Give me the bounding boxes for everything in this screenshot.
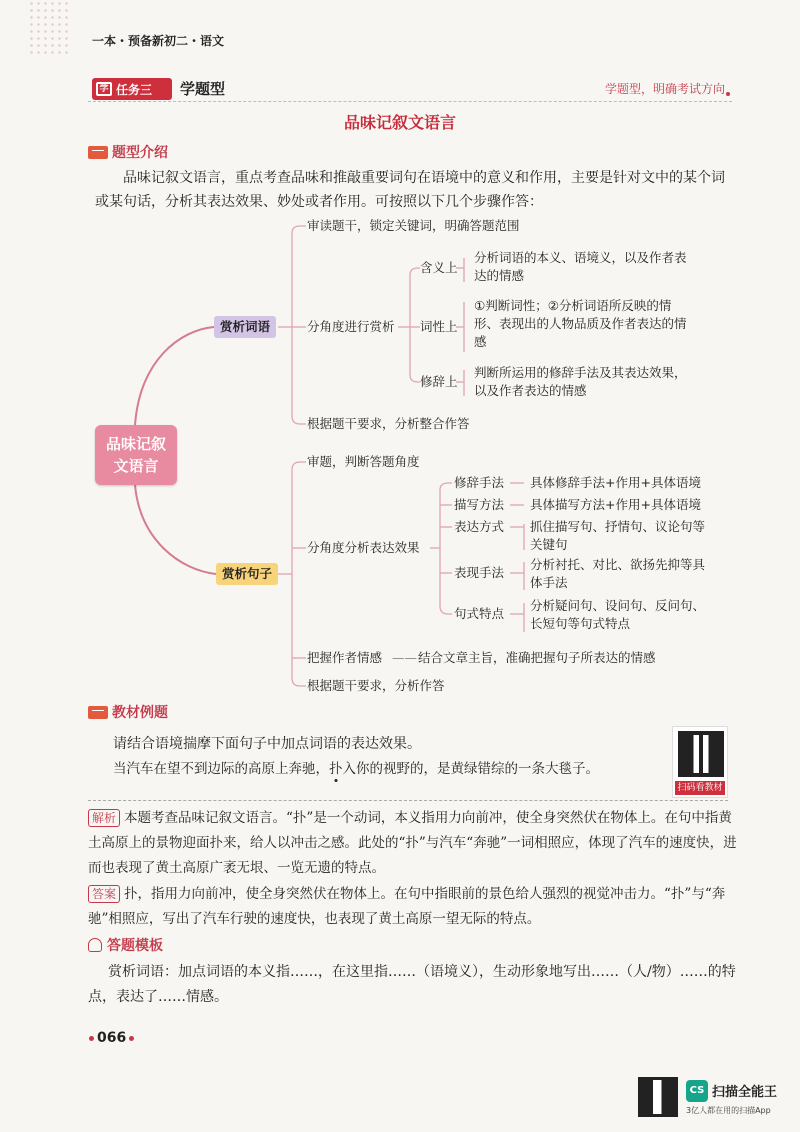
qr-code-icon (678, 731, 724, 777)
b1-step1: 审读题干，锁定关键词，明确答题范围 (307, 218, 520, 233)
b2-step4: 根据题干要求，分析作答 (307, 678, 445, 693)
analysis-text: 本题考查品味记叙文语言。“扑”是一个动词，本义指用力向前冲，使全身突然伏在物体上。在句中指黄土高原上的景物迎面扑来，给人以冲击之感。此处的“扑”与汽车“奔驰”一词相照应，体现了汽车的速度快，进而也表现了黄土高原广袤无垠、一览无遗的特点。 (88, 810, 737, 876)
page-title: 品味记叙文语言 (343, 113, 456, 132)
b2-sub-technique-text: 分析衬托、对比、欲扬先抑等具体手法 (530, 557, 706, 590)
b2-sub-sentence-text: 分析疑问句、设问句、反问句、长短句等句式特点 (530, 598, 706, 631)
page-number-value: 066 (97, 1030, 127, 1046)
b2-sub-description-text: 具体描写方法+作用+具体语境 (530, 497, 701, 512)
task-title: 学题型 (180, 80, 226, 98)
section-icon (88, 706, 108, 719)
scanner-subtitle: 3亿人都在用的扫描App (686, 1106, 771, 1115)
answer-tag: 答案 (88, 885, 120, 903)
sentence-before: 当汽车在望不到边际的高原上奔驰， (113, 761, 329, 777)
b1-sub-rhetoric-label: 修辞上 (420, 374, 458, 389)
page-dot-left (89, 1036, 94, 1041)
sentence-after: 入你的视野的，是黄绿错综的一条大毯子。 (342, 761, 599, 777)
analysis-block (88, 806, 740, 881)
b1-step3: 根据题干要求，分析整合作答 (307, 416, 470, 431)
analysis-tag: 解析 (88, 809, 120, 827)
b2-sub-sentence-label: 句式特点 (454, 606, 505, 621)
branch-sentence-appreciation: 赏析句子 (216, 563, 278, 585)
scanner-qr-icon (638, 1077, 678, 1117)
example-sentence (113, 757, 599, 777)
b2-step2: 分角度分析表达效果 (307, 540, 420, 555)
root-line-1: 品味记叙 (105, 435, 166, 453)
task-badge-label: 任务三 (116, 82, 153, 97)
example-question: 请结合语境揣摩下面句子中加点词语的表达效果。 (113, 736, 421, 752)
b2-step3-text: 结合文章主旨，准确把握句子所表达的情感 (418, 650, 656, 665)
b2-sub-expression-label: 表达方式 (454, 519, 505, 534)
template-heading-label: 答题模板 (107, 938, 163, 954)
template-heading (88, 935, 163, 955)
mindmap-root-node (95, 425, 177, 485)
qr-code-textbook[interactable] (672, 726, 728, 798)
section-intro-label: 题型介绍 (112, 145, 168, 161)
b2-sub-rhetoric-label: 修辞手法 (454, 475, 505, 490)
b2-sub-description-label: 描写方法 (454, 497, 505, 512)
page-dot-right (129, 1036, 134, 1041)
header-tagline: 学题型，明确考试方向 (604, 82, 725, 96)
b2-step3-dash: —— (392, 650, 417, 665)
book-icon: 学 (96, 82, 112, 96)
b1-sub-meaning-label: 含义上 (420, 260, 458, 275)
camscanner-logo-icon: CS (686, 1080, 708, 1102)
b2-sub-rhetoric-text: 具体修辞手法+作用+具体语境 (530, 475, 701, 490)
qr-label: 扫码看教材 (675, 781, 725, 795)
answer-block (88, 882, 740, 932)
b2-sub-expression-text: 抓住描写句、抒情句、议论句等关键句 (530, 519, 706, 552)
dotted-word: 扑 (329, 761, 343, 777)
section-example-label: 教材例题 (112, 705, 168, 721)
intro-paragraph: 品味记叙文语言，重点考查品味和推敲重要词句在语境中的意义和作用，主要是针对文中的某个词或某句话，分析其表达效果、妙处或者作用。可按照以下几个步骤作答： (95, 170, 725, 210)
answer-text: 扑，指用力向前冲，使全身突然伏在物体上。在句中指眼前的景色给人强烈的视觉冲击力。“扑”与“奔驰”相照应，写出了汽车行驶的速度快，也表现了黄土高原一望无际的特点。 (88, 886, 726, 927)
root-to-branch2-line (135, 485, 216, 574)
b2-step3-label: 把握作者情感 (307, 650, 383, 665)
b2-sub-technique-label: 表现手法 (454, 565, 505, 580)
scanner-brand: 扫描全能王 (712, 1085, 778, 1100)
root-to-branch1-line (135, 327, 214, 425)
scanner-watermark (638, 1077, 788, 1121)
b1-sub-meaning-text: 分析词语的本义、语境义，以及作者表达的情感 (474, 250, 687, 283)
person-icon (88, 938, 102, 952)
section-example-heading (88, 702, 168, 722)
b1-sub-pos-text: ①判断词性；②分析词语所反映的情形、表现出的人物品质及作者表达的情感 (474, 298, 687, 349)
b2-step1: 审题，判断答题角度 (307, 454, 420, 469)
root-line-2: 文语言 (113, 457, 159, 475)
b1-sub-rhetoric-text: 判断所运用的修辞手法及其表达效果，以及作者表达的情感 (474, 365, 687, 398)
series-header: 一本・预备新初二・语文 (92, 34, 225, 48)
template-text: 赏析词语：加点词语的本义指……，在这里指……（语境义），生动形象地写出……（人/物）……的特点，表达了……情感。 (88, 964, 736, 1005)
b1-step2: 分角度进行赏析 (307, 319, 395, 334)
branch-word-appreciation: 赏析词语 (214, 316, 276, 338)
example-divider (88, 800, 728, 801)
page-number (86, 1030, 137, 1046)
b1-sub-pos-label: 词性上 (420, 319, 458, 334)
